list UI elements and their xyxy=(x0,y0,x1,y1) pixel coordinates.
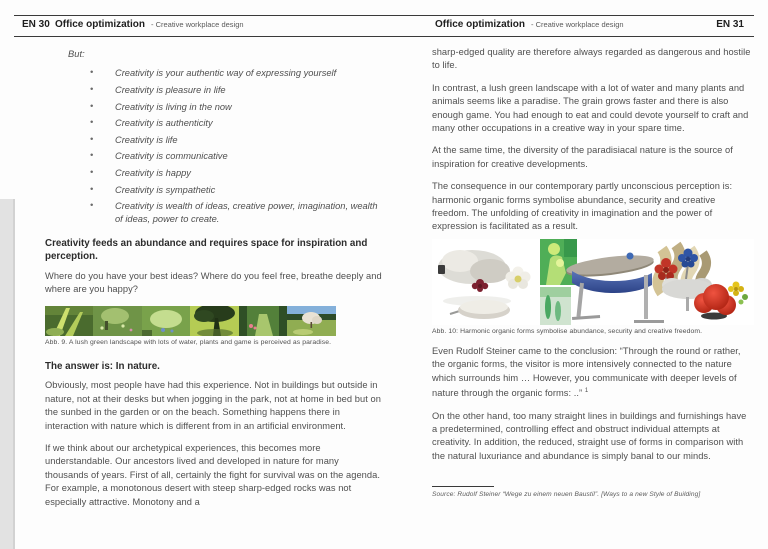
photo-green-alley xyxy=(239,306,287,336)
paragraph-in-contrast: In contrast, a lush green landscape with a lot of water and many plants and animals seems like a paradise. The grain grows faster and there is also enough game. You had enough to eat and could devote yourself to craft and many other occupations in a creative way in your spare time. xyxy=(432,82,749,134)
photo-pond-reeds xyxy=(45,306,93,336)
paragraph-diversity: At the same time, the diversity of the paradisiacal nature is the source of inspiration for creative developments. xyxy=(432,145,733,169)
paragraph-steiner-quote xyxy=(432,345,754,401)
list-item: • Creativity is sympathetic xyxy=(45,184,382,196)
paragraph-archetypical: If we think about our archetypical experiences, this becomes more understandable. Our ancestors lived and developed in nature for many thousands of years. First of all, certainly the fight for survival was on the agenda. For example, a monotonous desert with steep sharp-edged rocks was not especially attractive. Monotony and a xyxy=(45,442,380,507)
list-item: • Creativity is happy xyxy=(45,167,382,179)
heading-abundance: Creativity feeds an abundance and requires space for inspiration and perception. xyxy=(45,237,368,263)
green-detail-photo xyxy=(540,287,571,325)
figure-10-caption: Abb. 10: Harmonic organic forms symbolise abundance, security and creative freedom. xyxy=(432,327,703,335)
photo-garden-path xyxy=(142,306,190,336)
header-subtitle-text: - Creative workplace design xyxy=(151,20,244,29)
paragraph-best-ideas: Where do you have your best ideas? Where do you feel free, breathe deeply and where are you happy? xyxy=(45,270,382,295)
paragraph-straight-lines: On the other hand, too many straight lines in buildings and furnishings have a predetermined, controlling effect and obstruct individual attempts at creativity. In addition, the reduced, straight use of forms in comparison with the natural luxuriance and abundance is simply banal to our minds. xyxy=(432,410,747,461)
photo-tree-silhouette xyxy=(190,306,239,336)
list-item: • Creativity is your authentic way of expressing yourself xyxy=(45,67,382,79)
list-item: • Creativity is living in the now xyxy=(45,101,382,113)
paragraph-sharp-edged: sharp-edged quality are therefore always regarded as dangerous and hostile to life. xyxy=(432,47,751,71)
page-number-left: EN 30 xyxy=(22,19,50,30)
header-rule-bottom xyxy=(14,36,754,37)
header-title-right xyxy=(435,19,624,30)
paragraph-consequence: The consequence in our contemporary partly unconscious perception is: harmonic organic forms symbolise abundance, security and creative freedom. The unfolding of creativity in imagination and the power of expression is facilitated as a result. xyxy=(432,181,733,232)
page-number-right: EN 31 xyxy=(716,19,744,30)
list-item: • Creativity is wealth of ideas, creative power, imagination, wealth of ideas, power to create. xyxy=(45,200,382,225)
header-title-text: Office optimization xyxy=(435,19,525,30)
header-rule-top xyxy=(14,15,754,16)
figure-9-caption: Abb. 9. A lush green landscape with lots of water, plants and game is perceived as paradise. xyxy=(45,338,332,346)
footnote-block xyxy=(432,486,754,498)
list-item: • Creativity is communicative xyxy=(45,150,382,162)
green-child-photo xyxy=(540,239,577,285)
steiner-quote-text: Even Rudolf Steiner came to the conclusion: “Through the round or rather, the organic forms, the visitor is more intensively connected to the nature which surrounds him … However, you communicate with deeper levels of nature through the organic forms: ..” xyxy=(432,345,741,399)
photo-meadow-tree xyxy=(287,306,336,336)
right-page-column xyxy=(432,46,754,472)
figure-9-landscape-photo-strip xyxy=(45,306,336,336)
footnote-source: Source: Rudolf Steiner “Wege zu einem neuen Baustil”. [Ways to a new Style of Building] xyxy=(432,491,701,498)
footnote-reference: 1 xyxy=(584,388,589,395)
list-item: • Creativity is authenticity xyxy=(45,117,382,129)
list-item: • Creativity is pleasure in life xyxy=(45,84,382,96)
but-label: But: xyxy=(68,49,85,59)
footnote-rule xyxy=(432,486,494,487)
header-title-left xyxy=(55,19,244,30)
figure-10-organic-forms-collage xyxy=(432,239,754,325)
left-page-column xyxy=(45,46,382,518)
list-item: • Creativity is life xyxy=(45,134,382,146)
page-edge-shadow xyxy=(0,199,15,549)
header-title-text: Office optimization xyxy=(55,19,145,30)
heading-nature: The answer is: In nature. xyxy=(45,360,160,372)
creativity-bullet-list xyxy=(45,67,382,225)
paragraph-obviously: Obviously, most people have had this experience. Not in buildings but outside in nature, not at their desks but when jogging in the park, not at home in bed but on the sunbed in the garden or on the beach. Something happens there in interaction with nature which is different from in an artificial environment. xyxy=(45,380,381,431)
header-subtitle-text: - Creative workplace design xyxy=(531,20,624,29)
photo-garden-flowers xyxy=(93,306,142,336)
